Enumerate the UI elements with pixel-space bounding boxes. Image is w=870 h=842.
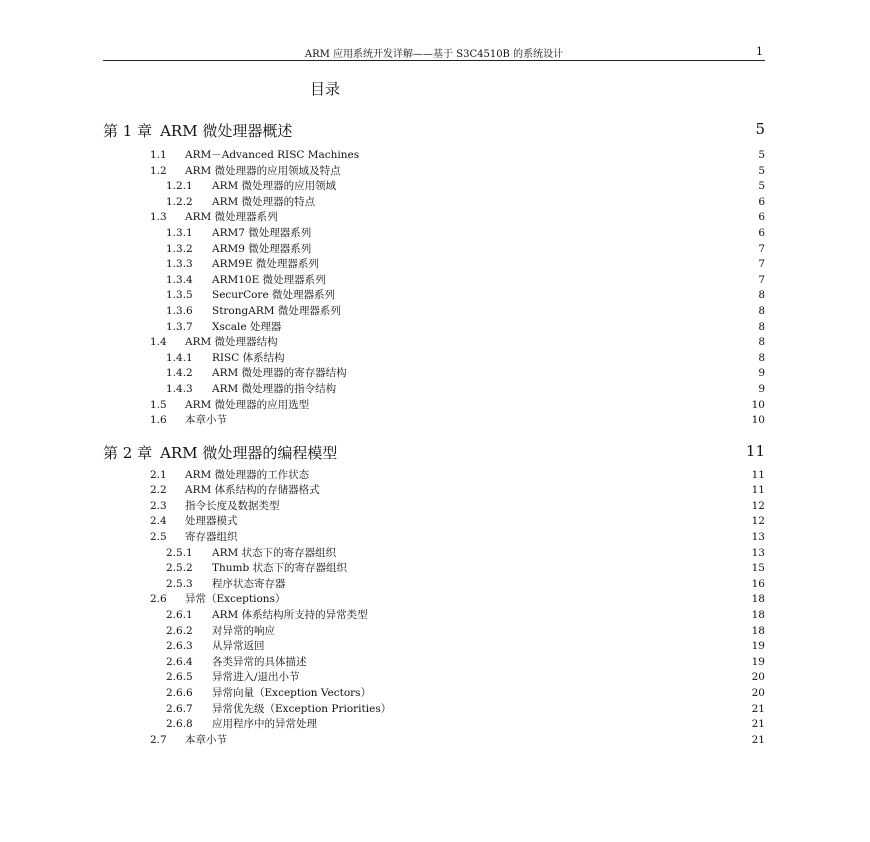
entry-page: 13 [751, 531, 765, 544]
entry-title: ARM 微处理器的工作状态 [185, 468, 310, 481]
entry-title: SecurCore 微处理器系列 [212, 289, 335, 302]
entry-page: 21 [751, 733, 765, 746]
entry-number: 2.7 [150, 733, 167, 746]
chapter-label: 第 1 章 [103, 122, 153, 140]
entry-number: 1.3.6 [166, 304, 193, 317]
entry-number: 2.6.7 [166, 702, 193, 715]
toc-entry[interactable] [103, 288, 765, 304]
toc-entry[interactable] [103, 242, 765, 258]
entry-number: 2.2 [150, 484, 167, 497]
entry-page: 12 [751, 499, 765, 512]
toc-entry[interactable] [103, 351, 765, 367]
toc-entry[interactable] [103, 468, 765, 484]
entry-title: 本章小节 [185, 414, 227, 427]
entry-title: ARM 微处理器的应用领域及特点 [185, 164, 341, 177]
entry-title: ARM 微处理器的特点 [212, 195, 316, 208]
entry-title: 应用程序中的异常处理 [212, 718, 317, 731]
entry-number: 1.2.1 [166, 180, 193, 193]
toc-entry[interactable] [103, 670, 765, 686]
entry-title: ARM 微处理器的应用领域 [212, 180, 337, 193]
entry-number: 2.6.6 [166, 687, 193, 699]
header-title: ARM 应用系统开发详解——基于 S3C4510B 的系统设计 [304, 49, 564, 60]
entry-page: 16 [751, 577, 765, 590]
entry-page: 8 [758, 336, 765, 349]
entry-page: 8 [758, 320, 765, 333]
entry-page: 21 [751, 718, 765, 731]
entry-title: ARM 体系结构的存储器格式 [185, 484, 320, 497]
entry-number: 1.1 [150, 149, 167, 161]
toc-entry[interactable] [103, 179, 765, 195]
chapter-label: 第 2 章 [103, 443, 153, 462]
entry-page: 7 [758, 242, 765, 255]
entry-page: 5 [758, 180, 765, 193]
entry-title: 异常（Exceptions） [185, 593, 286, 606]
toc-entry[interactable] [103, 499, 765, 515]
entry-page: 18 [751, 624, 765, 637]
entry-number: 1.3.1 [166, 226, 193, 239]
entry-title: 异常进入/退出小节 [212, 671, 300, 684]
entry-title: 异常优先级（Exception Priorities） [212, 702, 392, 715]
entry-title: RISC 体系结构 [212, 351, 285, 364]
entry-title: ARM 体系结构所支持的异常类型 [212, 609, 368, 622]
entry-title: 寄存器组织 [185, 531, 238, 544]
toc-entry[interactable] [103, 514, 765, 530]
entry-number: 2.4 [150, 515, 167, 528]
entry-number: 1.2.2 [166, 195, 193, 208]
entry-number: 2.6.4 [166, 655, 193, 668]
toc-entry[interactable] [103, 413, 765, 429]
entry-page: 21 [751, 702, 765, 715]
toc-entry[interactable] [103, 608, 765, 624]
page-header [103, 44, 765, 61]
entry-page: 19 [751, 655, 765, 668]
toc-entry[interactable] [103, 398, 765, 414]
entry-page: 18 [751, 593, 765, 606]
chapter-title: ARM 微处理器概述 [160, 122, 293, 140]
entry-number: 1.3.7 [166, 320, 193, 333]
entry-page: 6 [758, 226, 765, 239]
entry-number: 1.2 [150, 164, 167, 177]
entry-number: 1.4 [150, 336, 167, 349]
entry-number: 1.3.5 [166, 289, 193, 302]
toc-entry[interactable] [103, 195, 765, 211]
entry-page: 5 [758, 149, 765, 161]
toc-entry[interactable] [103, 366, 765, 382]
entry-page: 20 [751, 687, 765, 699]
entry-title: 本章小节 [185, 733, 227, 746]
chapter-title: ARM 微处理器的编程模型 [160, 443, 338, 462]
toc-entry[interactable] [103, 639, 765, 655]
entry-page: 6 [758, 195, 765, 208]
entry-title: 从异常返回 [212, 640, 265, 653]
toc-chapter[interactable] [103, 120, 765, 142]
header-page-number: 1 [756, 45, 763, 58]
entry-number: 2.5.2 [166, 562, 193, 575]
entry-page: 18 [751, 609, 765, 622]
entry-page: 6 [758, 211, 765, 224]
toc-entry[interactable] [103, 164, 765, 180]
entry-number: 2.5.1 [166, 546, 193, 559]
toc-entry[interactable] [103, 561, 765, 577]
toc-entry[interactable] [103, 483, 765, 499]
entry-title: 对异常的响应 [212, 624, 275, 637]
entry-title: 指令长度及数据类型 [185, 499, 280, 512]
entry-title: ARM9E 微处理器系列 [212, 258, 319, 271]
entry-title: ARM 微处理器结构 [185, 336, 278, 349]
entry-number: 2.6 [150, 593, 167, 606]
entry-title: StrongARM 微处理器系列 [212, 304, 341, 317]
entry-title: ARM9 微处理器系列 [212, 242, 312, 255]
entry-number: 1.6 [150, 414, 167, 427]
toc-entry[interactable] [103, 702, 765, 718]
entry-title: ARM 微处理器的寄存器结构 [212, 367, 347, 380]
toc-entry[interactable] [103, 226, 765, 242]
entry-number: 2.5.3 [166, 577, 193, 590]
toc-chapter[interactable] [103, 442, 765, 464]
entry-title: 异常向量（Exception Vectors） [212, 687, 372, 699]
toc-title: 目录 [309, 80, 340, 98]
entry-page: 10 [751, 398, 765, 411]
entry-page: 11 [751, 468, 765, 481]
entry-title: ARM 状态下的寄存器组织 [212, 546, 337, 559]
entry-number: 2.6.2 [166, 624, 193, 637]
entry-number: 1.3.3 [166, 258, 193, 271]
toc-entry[interactable] [103, 577, 765, 593]
entry-page: 8 [758, 289, 765, 302]
entry-number: 1.3.2 [166, 242, 193, 255]
toc-entry[interactable] [103, 624, 765, 640]
entry-page: 8 [758, 351, 765, 364]
entry-page: 9 [758, 382, 765, 395]
entry-number: 2.3 [150, 499, 167, 512]
entry-page: 7 [758, 273, 765, 286]
entry-number: 1.4.1 [166, 351, 193, 364]
entry-title: ARM 微处理器的指令结构 [212, 382, 337, 395]
entry-page: 5 [758, 164, 765, 177]
toc-entry[interactable] [103, 273, 765, 289]
entry-page: 19 [751, 640, 765, 653]
chapter-page: 11 [745, 441, 765, 460]
entry-page: 7 [758, 258, 765, 271]
entry-page: 10 [751, 414, 765, 427]
toc-entry[interactable] [103, 655, 765, 671]
entry-page: 8 [758, 304, 765, 317]
entry-number: 2.6.8 [166, 718, 193, 731]
entry-number: 2.6.1 [166, 609, 193, 622]
toc-entry[interactable] [103, 382, 765, 398]
entry-number: 2.1 [150, 468, 167, 481]
entry-number: 1.3 [150, 211, 167, 224]
entry-title: 各类异常的具体描述 [212, 655, 307, 668]
entry-title: 处理器模式 [185, 515, 238, 528]
table-of-contents [103, 120, 765, 748]
toc-entry[interactable] [103, 148, 765, 164]
entry-page: 11 [751, 484, 765, 497]
toc-entry[interactable] [103, 686, 765, 702]
toc-entry[interactable] [103, 257, 765, 273]
entry-number: 1.4.2 [166, 367, 193, 380]
entry-title: ARM－Advanced RISC Machines [185, 149, 360, 161]
entry-number: 1.5 [150, 398, 167, 411]
entry-page: 13 [751, 546, 765, 559]
entry-page: 9 [758, 367, 765, 380]
entry-page: 20 [751, 671, 765, 684]
entry-title: ARM 微处理器系列 [185, 211, 278, 224]
entry-number: 2.6.3 [166, 640, 193, 653]
toc-entry[interactable] [103, 335, 765, 351]
entry-page: 15 [751, 562, 765, 575]
entry-title: Xscale 处理器 [212, 320, 282, 333]
toc-entry[interactable] [103, 592, 765, 608]
toc-entry[interactable] [103, 733, 765, 749]
chapter-page: 5 [755, 120, 765, 138]
entry-number: 2.5 [150, 531, 167, 544]
toc-entry[interactable] [103, 546, 765, 562]
entry-title: ARM 微处理器的应用选型 [185, 398, 310, 411]
toc-entry[interactable] [103, 717, 765, 733]
entry-title: 程序状态寄存器 [212, 577, 286, 590]
entry-page: 12 [751, 515, 765, 528]
toc-entry[interactable] [103, 304, 765, 320]
entry-title: ARM10E 微处理器系列 [212, 273, 326, 286]
entry-title: ARM7 微处理器系列 [212, 226, 312, 239]
toc-entry[interactable] [103, 530, 765, 546]
entry-title: Thumb 状态下的寄存器组织 [212, 562, 348, 575]
entry-number: 2.6.5 [166, 671, 193, 684]
entry-number: 1.3.4 [166, 273, 193, 286]
toc-entry[interactable] [103, 320, 765, 336]
entry-number: 1.4.3 [166, 382, 193, 395]
toc-entry[interactable] [103, 210, 765, 226]
